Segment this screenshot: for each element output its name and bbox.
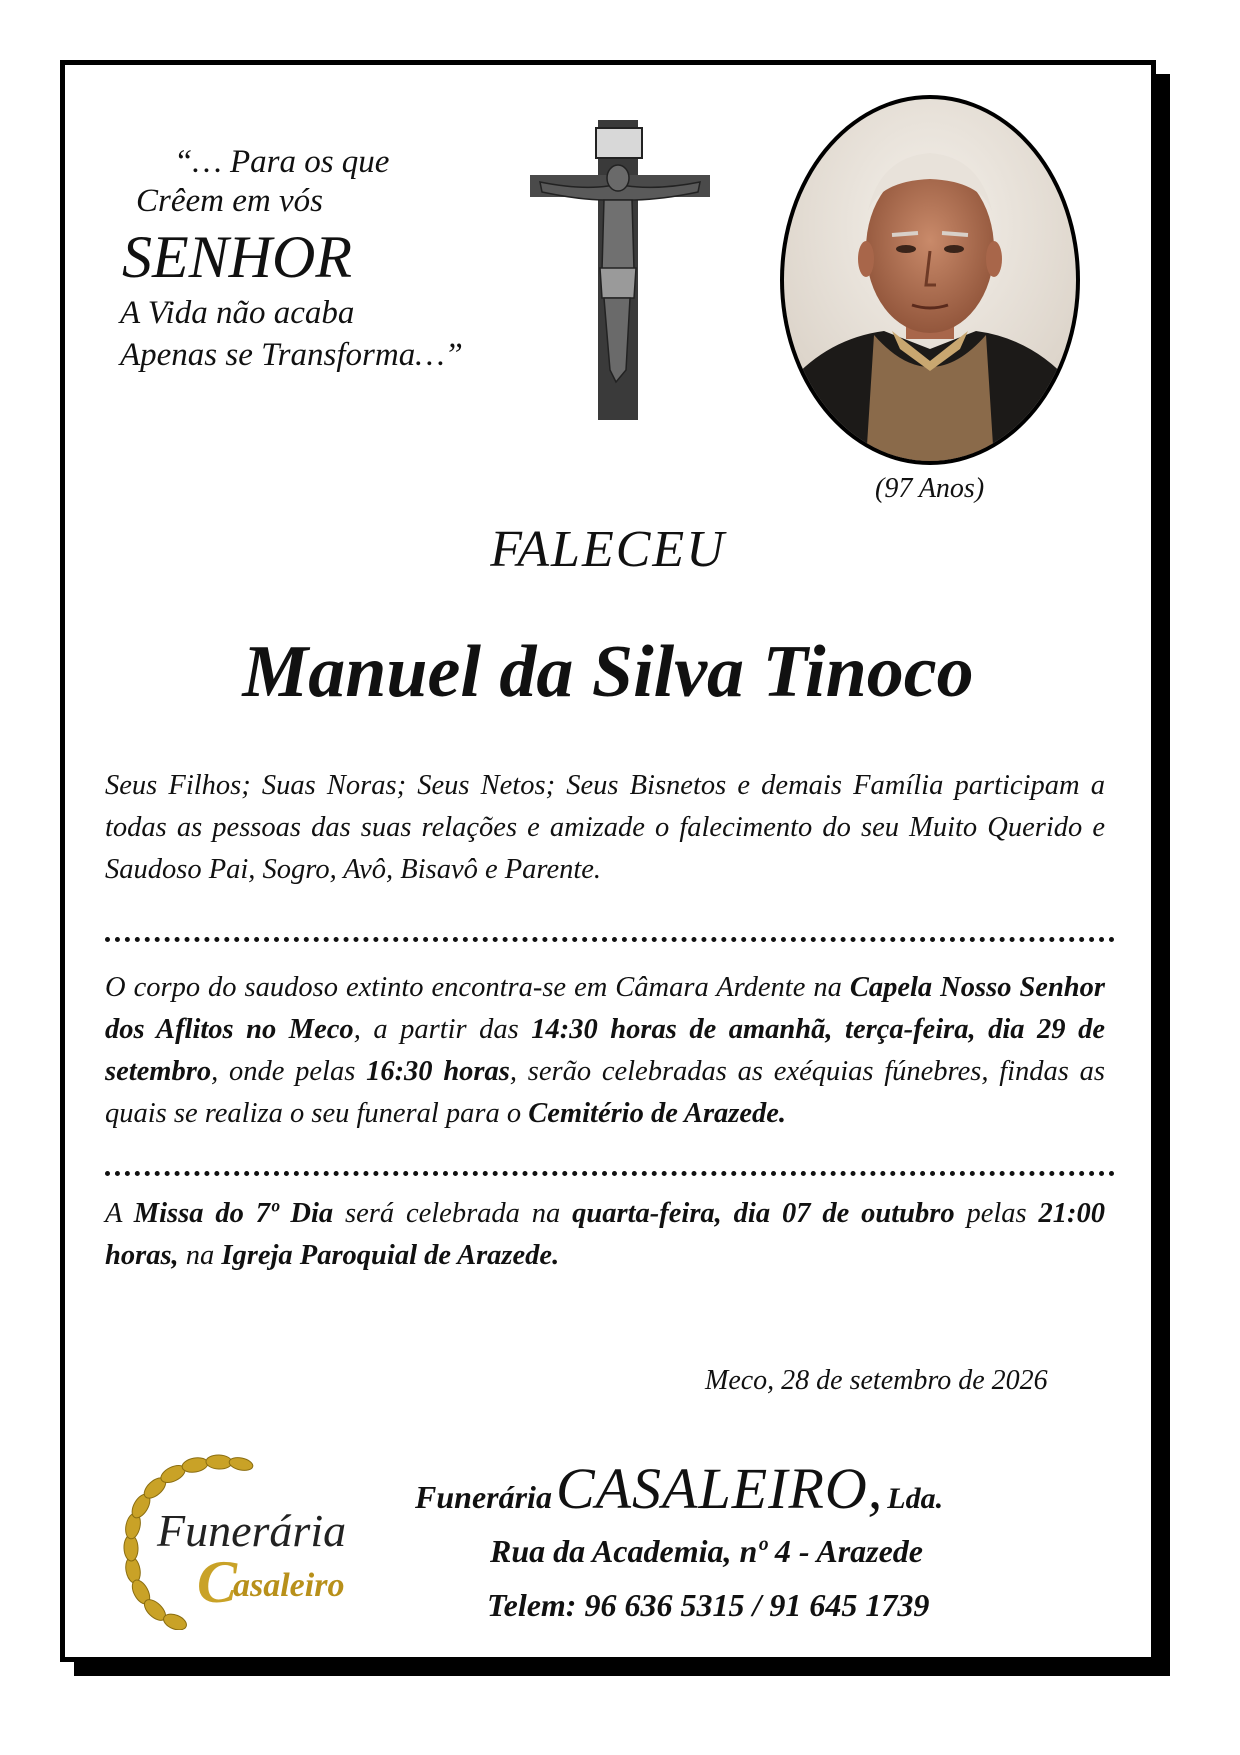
quote-line-5: Apenas se Transforma…” [120,337,463,373]
logo-initial: C [197,1549,238,1615]
company-phone: Telem: 96 636 5315 / 91 645 1739 [487,1587,930,1623]
company-prefix: Funerária [415,1479,552,1515]
quote-line-3: SENHOR [122,224,352,290]
company-main-name: CASALEIRO, [555,1456,884,1521]
obituary-card [60,60,1156,1662]
age-label: (97 Anos) [875,473,985,504]
crucifix-icon [530,120,710,420]
family-announcement: Seus Filhos; Suas Noras; Seus Netos; Seus Bisnetos e demais Família participam a todas as pessoas das suas relações e amizade o falecimento do seu Muito Querido e Saudoso Pai, Sogro, Avô, Bisavô e Parente. [105,770,1105,885]
quote-line-1: “… Para os que [174,144,390,180]
funeraria-logo [115,1450,390,1630]
mass-details: A Missa do 7º Dia será celebrada na quarta-feira, dia 07 de outubro pelas 21:00 horas, na Igreja Paroquial de Arazede. [105,1198,1105,1271]
dotted-divider [105,937,1115,942]
quote-line-2: Crêem em vós [136,183,323,219]
date-line: Meco, 28 de setembro de 2026 [705,1365,1048,1396]
dotted-divider [105,1171,1115,1176]
religious-quote [120,143,540,377]
deceased-name: Manuel da Silva Tinoco [242,631,974,713]
company-name [415,1455,943,1522]
company-address: Rua da Academia, nº 4 - Arazede [490,1533,923,1569]
heading-faleceu: FALECEU [490,521,726,578]
quote-line-4: A Vida não acaba [120,295,355,331]
company-suffix: Lda. [887,1482,944,1515]
logo-word-casaleiro: asaleiro [233,1567,345,1604]
wake-funeral-details: O corpo do saudoso extinto encontra-se em Câmara Ardente na Capela Nosso Senhor dos Aflitos no Meco, a partir das 14:30 horas de amanhã, terça-feira, dia 29 de setembro, onde pelas 16:30 horas, serão celebradas as exéquias fúnebres, findas as quais se realiza o seu funeral para o Cemitério de Arazede. [105,972,1105,1129]
logo-word-funeraria: Funerária [157,1505,347,1556]
portrait-photo [780,95,1080,465]
